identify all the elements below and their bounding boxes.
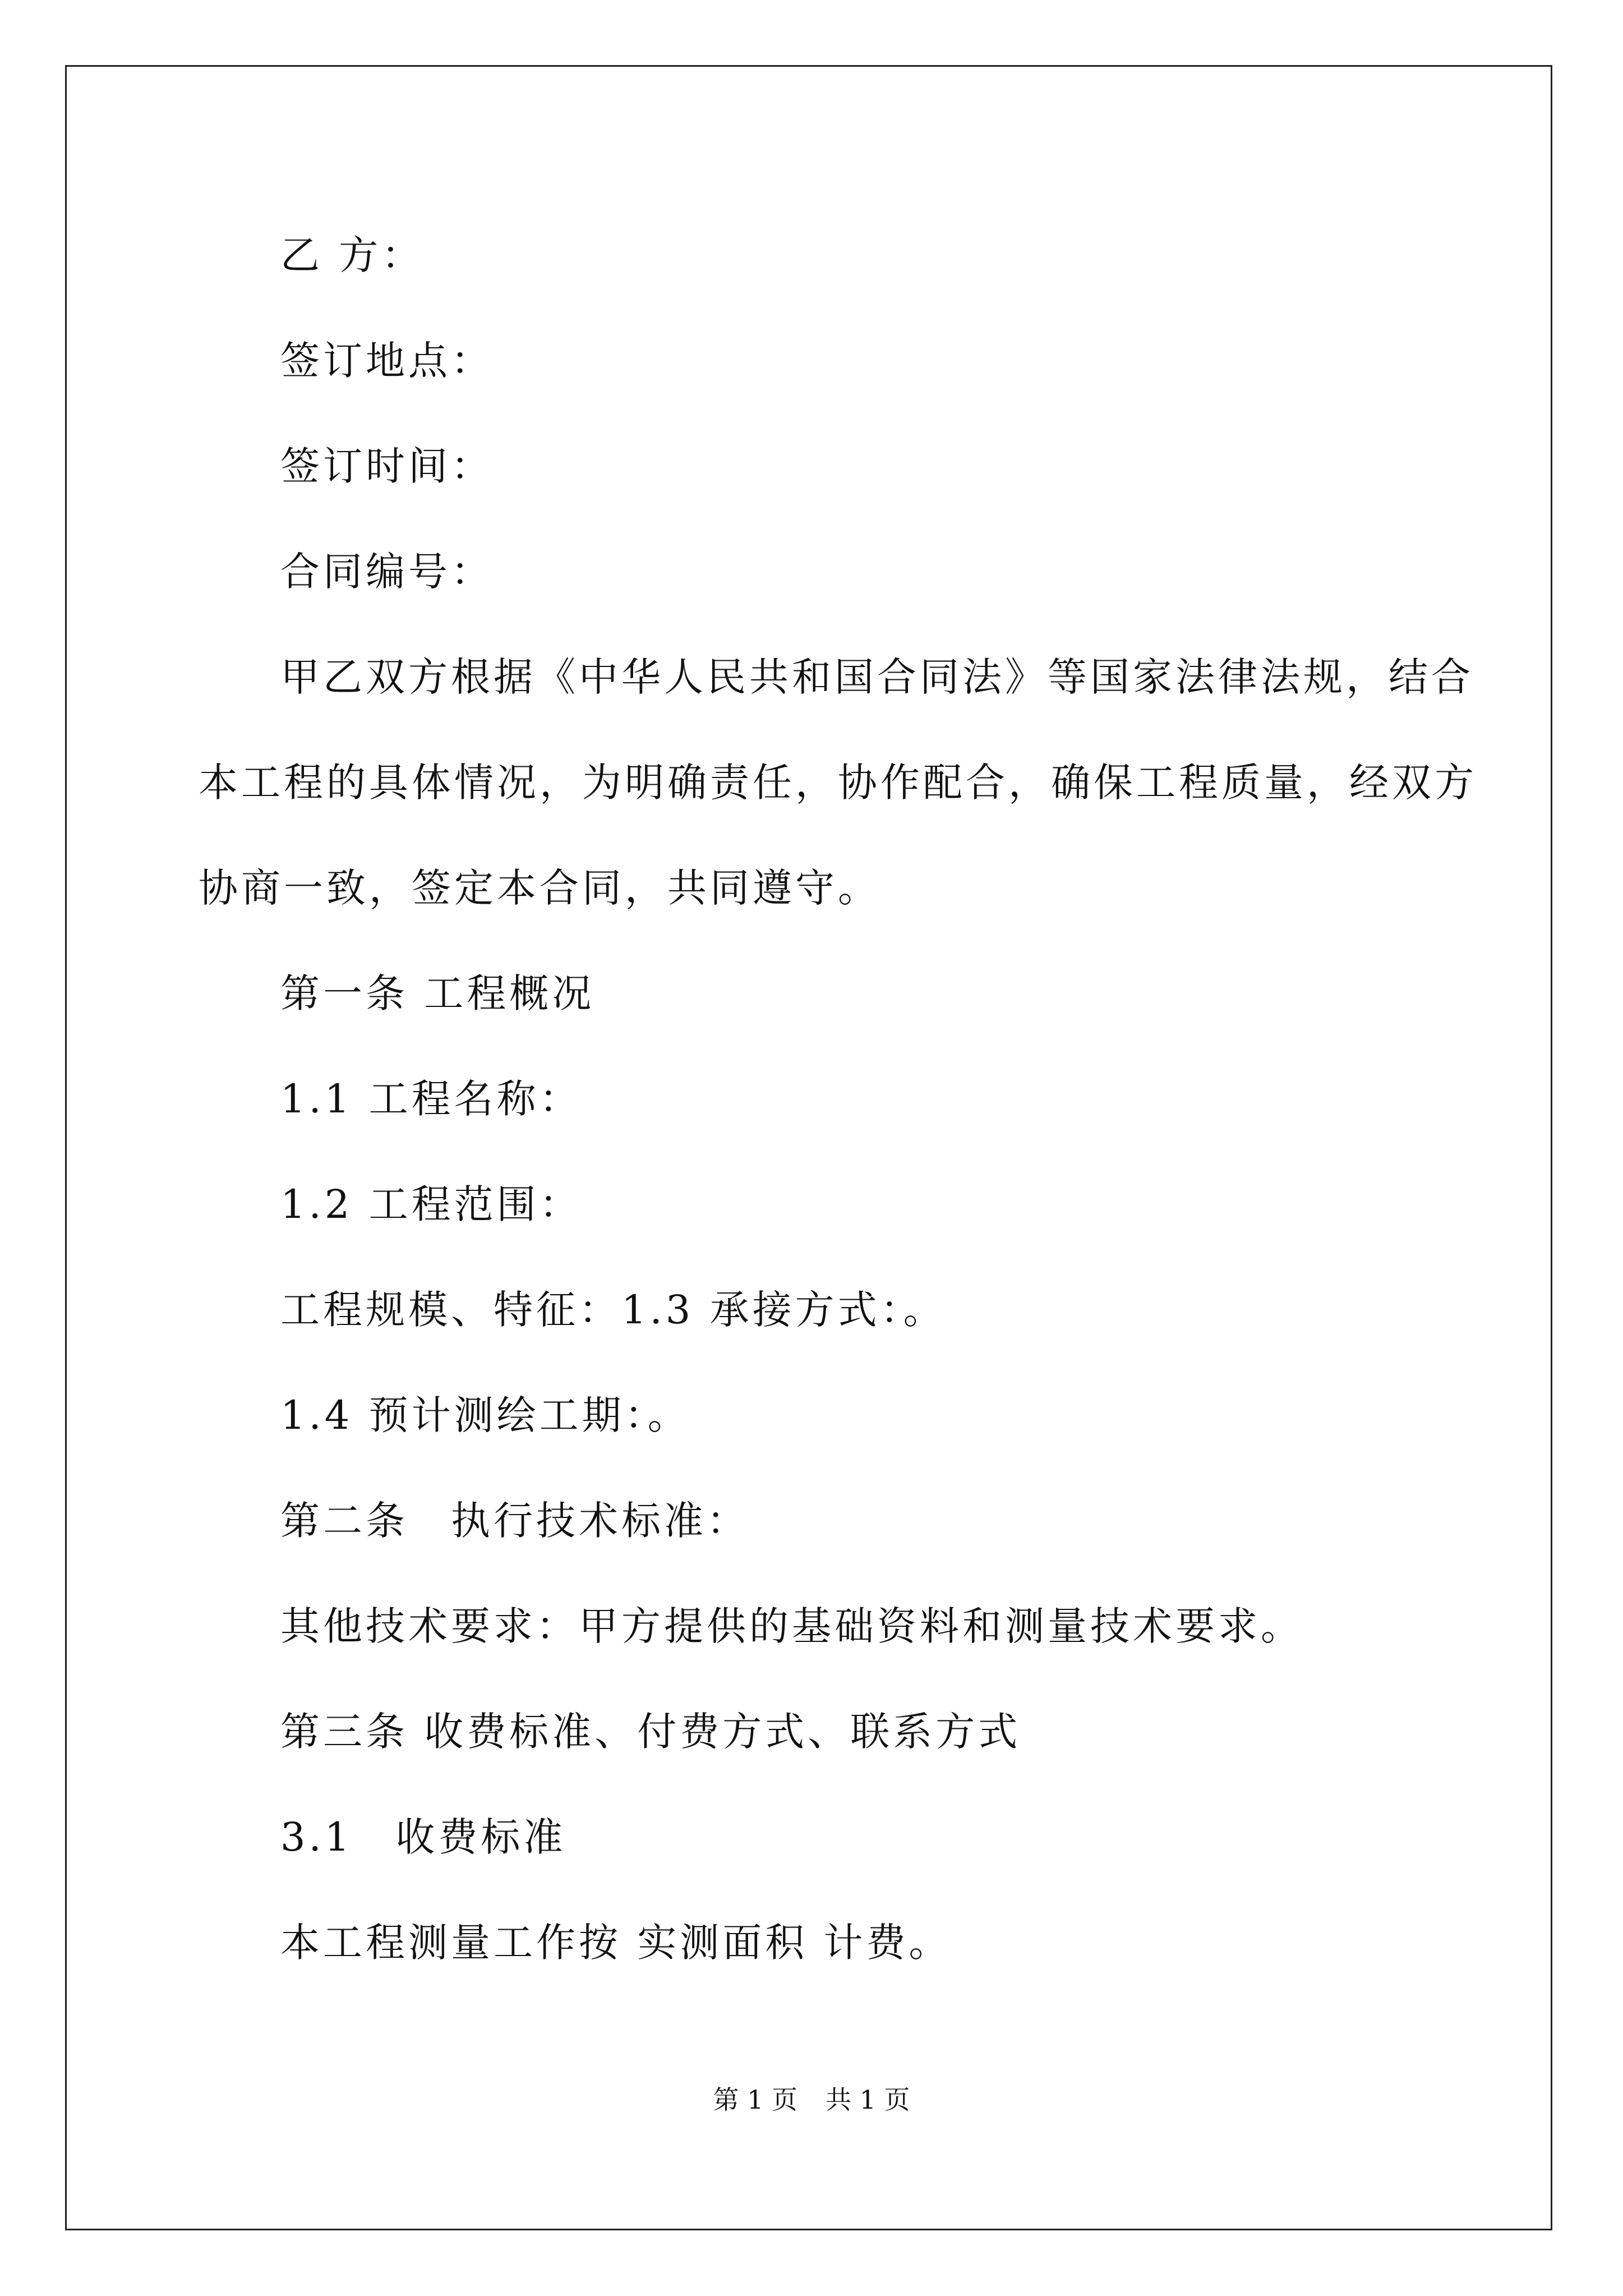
sign-place-label: 签订地点： [280, 338, 494, 384]
fee-basis: 本工程测量工作按 实测面积 计费。 [280, 1920, 952, 1966]
intro-line-3: 协商一致，签定本合同，共同遵守。 [199, 865, 880, 911]
other-requirements: 其他技术要求：甲方提供的基础资料和测量技术要求。 [280, 1603, 1303, 1649]
contract-no-label: 合同编号： [280, 549, 494, 595]
item-1-4: 1.4 预计测绘工期：。 [280, 1392, 690, 1438]
article-3-heading: 第三条 收费标准、付费方式、联系方式 [280, 1709, 1021, 1755]
page-total: 共 1 页 [826, 2085, 910, 2115]
party-b-label: 乙 方： [280, 232, 425, 278]
sign-time-label: 签订时间： [280, 443, 494, 489]
item-1-2: 1.2 工程范围： [280, 1181, 582, 1227]
item-scale: 工程规模、特征：1.3 承接方式：。 [280, 1287, 946, 1333]
page-border [65, 65, 1552, 2230]
item-3-1: 3.1 收费标准 [280, 1814, 566, 1860]
article-2-heading: 第二条 执行技术标准： [280, 1498, 749, 1544]
page-number: 第 1 页 [713, 2085, 797, 2115]
article-1-heading: 第一条 工程概况 [280, 970, 595, 1016]
intro-line-2: 本工程的具体情况，为明确责任，协作配合，确保工程质量，经双方 [199, 760, 1477, 806]
intro-line-1: 甲乙双方根据《中华人民共和国合同法》等国家法律法规，结合 [280, 654, 1474, 700]
page-footer [0, 2087, 1623, 2113]
item-1-1: 1.1 工程名称： [280, 1076, 582, 1122]
